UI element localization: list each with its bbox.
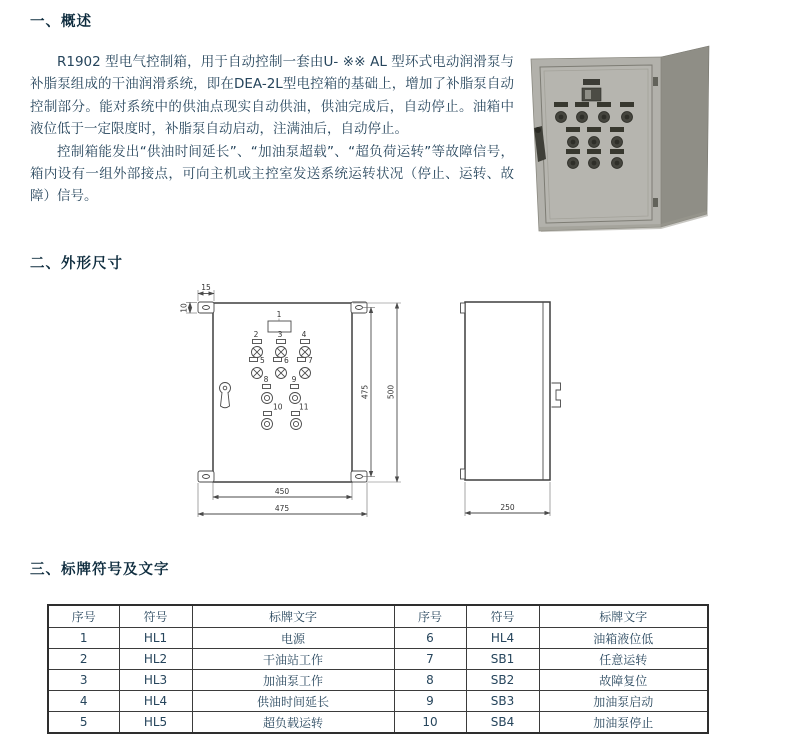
table-cell: 5	[48, 712, 119, 734]
table-cell: 7	[394, 649, 466, 670]
indicator-row-3	[566, 149, 624, 169]
table-header-row	[48, 605, 708, 628]
table-cell: HL1	[119, 628, 192, 649]
table-cell: HL4	[119, 691, 192, 712]
lamp-symbols-row-2	[252, 368, 311, 379]
table-cell: 油箱液位低	[539, 628, 708, 649]
table-cell: 加油泵工作	[192, 670, 394, 691]
component-number: 1	[276, 310, 282, 319]
table-row	[48, 712, 708, 734]
table-cell: 电源	[192, 628, 394, 649]
section-overview-heading: 一、概述	[30, 14, 92, 30]
indicator-row-2	[566, 127, 624, 148]
overview-text	[30, 51, 514, 208]
dim-label: 450	[274, 487, 290, 496]
table-cell: 1	[48, 628, 119, 649]
dim-label: 500	[386, 384, 396, 400]
table-cell: 超负载运转	[192, 712, 394, 734]
section-labels-heading: 三、标牌符号及文字	[30, 562, 170, 578]
table-cell: 3	[48, 670, 119, 691]
table-cell: SB4	[466, 712, 539, 734]
table-cell: HL4	[466, 628, 539, 649]
section-dimensions-heading: 二、外形尺寸	[30, 256, 123, 272]
table-cell: 加油泵启动	[539, 691, 708, 712]
component-number: 6	[284, 356, 289, 365]
component-number: 9	[291, 375, 297, 384]
dimension-drawing	[172, 281, 612, 566]
side-view	[461, 302, 561, 516]
dim-label: 10	[179, 303, 189, 313]
table-cell: HL5	[119, 712, 192, 734]
table-cell: 6	[394, 628, 466, 649]
side-handle-symbol	[552, 383, 561, 407]
table-cell: 任意运转	[539, 649, 708, 670]
table-header-cell: 序号	[48, 605, 119, 628]
table-cell: 9	[394, 691, 466, 712]
table-cell: SB1	[466, 649, 539, 670]
table-cell: 4	[48, 691, 119, 712]
table-cell: 2	[48, 649, 119, 670]
label-table	[47, 604, 709, 734]
component-number: 10	[273, 402, 283, 412]
table-row	[48, 691, 708, 712]
table-cell: 8	[394, 670, 466, 691]
dim-label: 15	[201, 283, 211, 292]
component-number: 2	[253, 330, 259, 339]
table-header-cell: 符号	[466, 605, 539, 628]
table-header-cell: 标牌文字	[539, 605, 708, 628]
table-cell: SB2	[466, 670, 539, 691]
dim-label: 250	[500, 503, 515, 512]
table-header-cell: 符号	[119, 605, 192, 628]
table-cell: 故障复位	[539, 670, 708, 691]
table-row	[48, 649, 708, 670]
component-number: 5	[260, 356, 265, 365]
component-number: 7	[308, 356, 313, 365]
front-view	[180, 283, 402, 517]
overview-paragraph-2: 控制箱能发出“供油时间延长”、“加油泵超载”、“超负荷运转”等故障信号，箱内设有一组外部接点，可向主机或主控室发送系统运转状况（停止、运转、故障）信号。	[30, 143, 514, 205]
table-cell: HL2	[119, 649, 192, 670]
table-header-cell: 序号	[394, 605, 466, 628]
table-cell: SB3	[466, 691, 539, 712]
overview-paragraph-1: R1902 型电气控制箱，用于自动控制一套由U- ※※ AL 型环式电动润滑泵与补脂泵组成的干油润滑系统，即在DEA-2L型电控箱的基础上，增加了补脂泵自动控制部分。能对系统中的供油点现实自动供油，供油完成后，自动停止。油箱中液位低于一定限度时，补脂泵自动启动，注满油后，自动停止。	[30, 54, 514, 138]
table-cell: HL3	[119, 670, 192, 691]
table-row	[48, 670, 708, 691]
component-number: 11	[299, 402, 309, 412]
component-number: 4	[301, 330, 307, 339]
component-number: 8	[263, 375, 269, 384]
table-cell: 加油泵停止	[539, 712, 708, 734]
control-cabinet-photo	[525, 33, 720, 238]
table-cell: 供油时间延长	[192, 691, 394, 712]
table-header-cell: 标牌文字	[192, 605, 394, 628]
table-cell: 10	[394, 712, 466, 734]
table-row	[48, 628, 708, 649]
dim-label: 475	[274, 504, 290, 513]
component-number: 3	[277, 330, 283, 339]
dim-label: 475	[360, 384, 370, 400]
panel-label-plate	[582, 79, 601, 101]
door-lock-symbol	[220, 383, 231, 408]
table-cell: 干油站工作	[192, 649, 394, 670]
